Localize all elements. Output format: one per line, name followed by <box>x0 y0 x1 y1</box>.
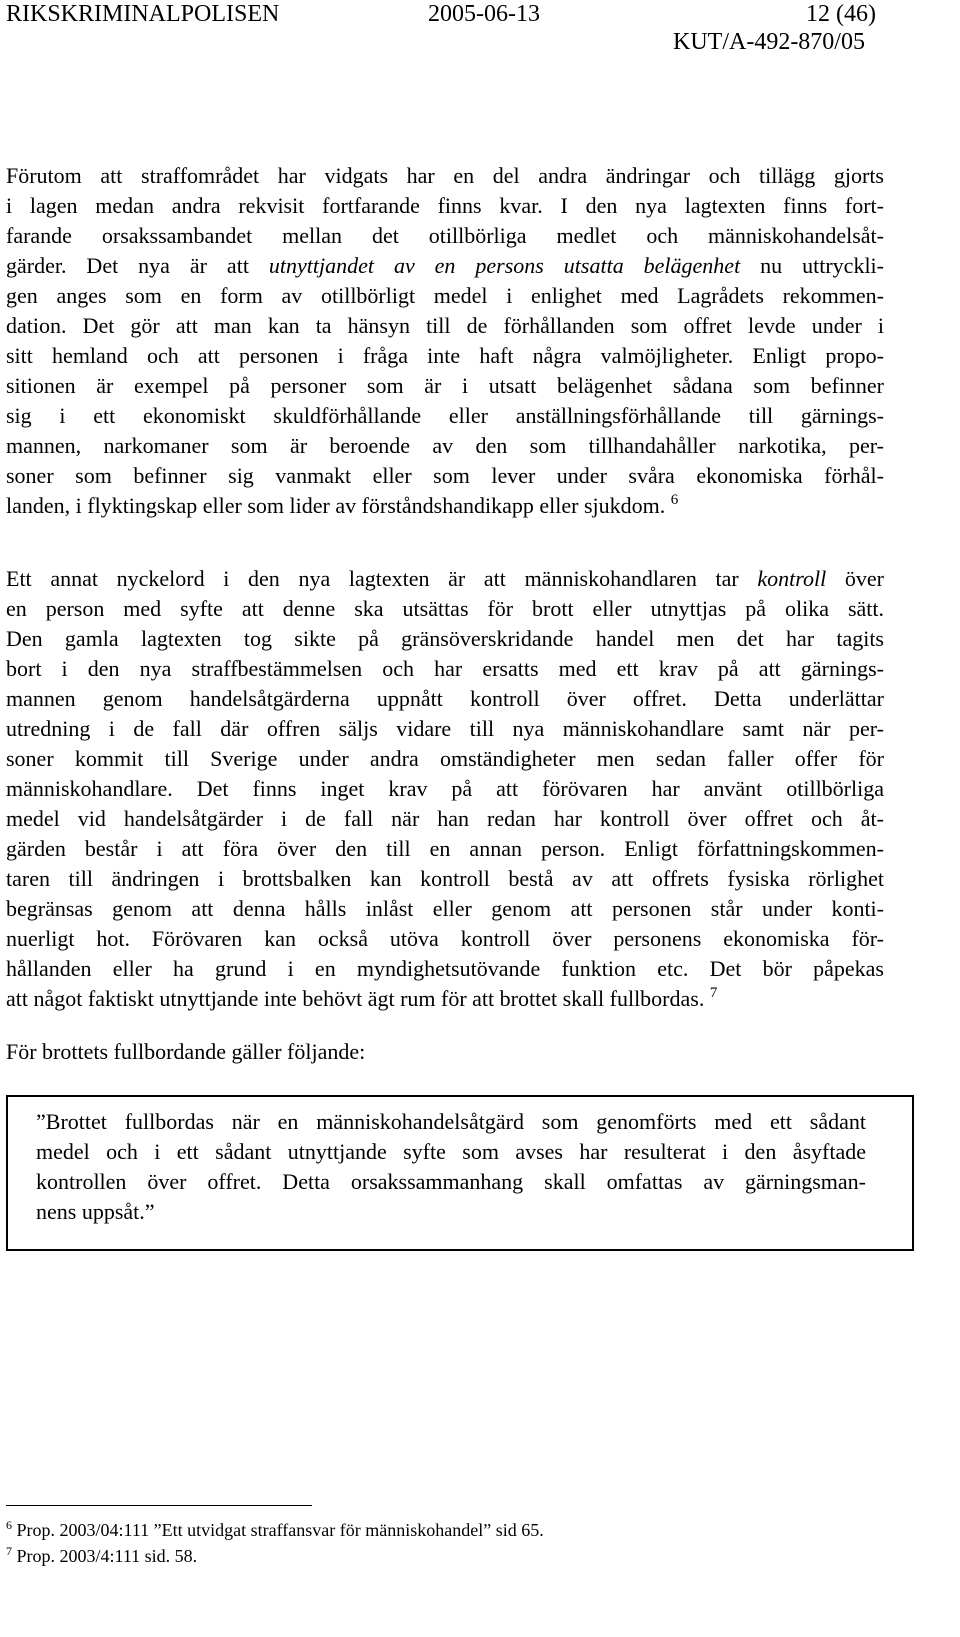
body-paragraph-2 <box>6 564 884 1014</box>
legal-quote <box>36 1107 866 1227</box>
text-line: i lagen medan andra rekvisit fortfarande finns kvar. I den nya lagtexten finns fort- <box>6 193 884 218</box>
text-line: mannen genom handelsåtgärderna uppnått kontroll över offret. Detta underlättar <box>6 686 884 711</box>
footnote-reference[interactable]: 6 <box>670 492 679 508</box>
text-line: hållanden eller ha grund i en myndighetsutövande funktion etc. Det bör påpekas <box>6 956 884 981</box>
text-run: Ett annat nyckelord i den nya lagtexten är att människohandlaren tar <box>6 566 758 591</box>
text-line: farande orsakssambandet mellan det otillbörliga medlet och människohandelsåt- <box>6 223 884 248</box>
footnote-6 <box>6 1519 544 1541</box>
text-line: nuerligt hot. Förövaren kan också utöva kontroll över personens ekonomiska för- <box>6 926 884 951</box>
quote-box <box>6 1095 914 1251</box>
text-line: gärden består i att föra över den till en annan person. Enligt författningskommen- <box>6 836 884 861</box>
text-line: utredning i de fall där offren säljs vidare till nya människohandlare samt när per- <box>6 716 884 741</box>
footnote-number: 6 <box>6 1518 12 1532</box>
footnote-divider <box>6 1505 312 1506</box>
text-line: begränsas genom att denna hålls inlåst eller genom att personen står under konti- <box>6 896 884 921</box>
text-line: människohandlare. Det finns inget krav på att förövaren har använt otillbörliga <box>6 776 884 801</box>
footnote-reference[interactable]: 7 <box>709 985 718 1001</box>
text-line: sig i ett ekonomiskt skuldförhållande eller anställningsförhållande till gärnings- <box>6 403 884 428</box>
text-line: Förutom att straffområdet har vidgats har en del andra ändringar och tillägg gjorts <box>6 163 884 188</box>
header-organization: RIKSKRIMINALPOLISEN <box>6 1 280 27</box>
text-line: mannen, narkomaner som är beroende av den som tillhandahåller narkotika, per- <box>6 433 884 458</box>
quote-line: kontrollen över offret. Detta orsakssammanhang skall omfattas av gärningsman- <box>36 1169 866 1194</box>
emphasis-text: utnyttjandet av en persons utsatta belägenhet <box>268 253 741 278</box>
text-line: medel vid handelsåtgärder i de fall när han redan har kontroll över offret och åt- <box>6 806 884 831</box>
footnote-text: Prop. 2003/4:111 sid. 58. <box>16 1546 198 1566</box>
header-page-number: 12 (46) <box>806 1 876 27</box>
footnote-number: 7 <box>6 1544 12 1558</box>
quote-line: ”Brottet fullbordas när en människohandelsåtgärd som genomförts med ett sådant <box>36 1109 866 1134</box>
text-line: en person med syfte att denne ska utsättas för brott eller utnyttjas på olika sätt. <box>6 596 884 621</box>
text-line: För brottets fullbordande gäller följande: <box>6 1039 366 1064</box>
text-run: nu uttryckli- <box>740 253 884 278</box>
text-line: soner kommit till Sverige under andra omständigheter men sedan faller offer för <box>6 746 884 771</box>
text-run: landen, i flyktingskap eller som lider av förståndshandikapp eller sjukdom. <box>6 493 666 518</box>
text-line: bort i den nya straffbestämmelsen och har ersatts med ett krav på att gärnings- <box>6 656 884 681</box>
text-line <box>6 491 884 521</box>
text-line: sitt hemland och att personen i fråga inte haft några valmöjligheter. Enligt propo- <box>6 343 884 368</box>
text-run: att något faktiskt utnyttjande inte behövt ägt rum för att brottet skall fullbordas. <box>6 986 705 1011</box>
quote-line: medel och i ett sådant utnyttjande syfte som avses har resulterat i den åsyftade <box>36 1139 866 1164</box>
quote-line: nens uppsåt.” <box>36 1199 155 1224</box>
text-line: dation. Det gör att man kan ta hänsyn till de förhållanden som offret levde under i <box>6 313 884 338</box>
text-line <box>6 984 884 1014</box>
text-run: gärder. Det nya är att <box>6 253 269 278</box>
text-line <box>6 564 884 594</box>
body-paragraph-1 <box>6 161 884 521</box>
text-line: Den gamla lagtexten tog sikte på gränsöverskridande handel men det har tagits <box>6 626 884 651</box>
text-line <box>6 251 884 281</box>
body-paragraph-3 <box>6 1037 884 1067</box>
text-line: taren till ändringen i brottsbalken kan kontroll bestå av att offrets fysiska rörlighet <box>6 866 884 891</box>
header-date: 2005-06-13 <box>428 1 540 27</box>
text-line: gen anges som en form av otillbörligt medel i enlighet med Lagrådets rekommen- <box>6 283 884 308</box>
text-line: soner som befinner sig vanmakt eller som lever under svåra ekonomiska förhål- <box>6 463 884 488</box>
footnote-7 <box>6 1545 197 1567</box>
emphasis-text: kontroll <box>757 566 827 591</box>
text-run: över <box>826 566 884 591</box>
footnote-text: Prop. 2003/04:111 ”Ett utvidgat straffansvar för människohandel” sid 65. <box>16 1520 544 1540</box>
header-reference: KUT/A-492-870/05 <box>673 29 865 55</box>
text-line: sitionen är exempel på personer som är i utsatt belägenhet sådana som befinner <box>6 373 884 398</box>
